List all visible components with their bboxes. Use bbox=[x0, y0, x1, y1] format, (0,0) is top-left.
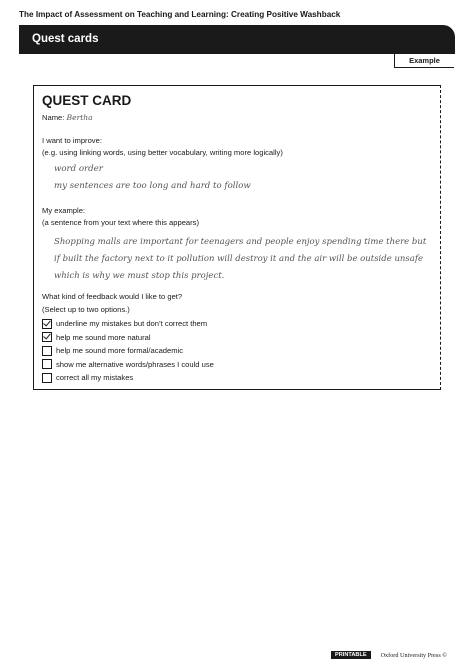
feedback-option-label: help me sound more natural bbox=[56, 332, 151, 342]
improve-label: I want to improve: bbox=[42, 136, 102, 145]
card-title: QUEST CARD bbox=[42, 93, 132, 108]
checkbox[interactable] bbox=[42, 346, 52, 356]
feedback-option[interactable] bbox=[42, 359, 214, 370]
name-label: Name: bbox=[42, 113, 65, 122]
name-value: Bertha bbox=[66, 113, 93, 122]
page-footer bbox=[331, 651, 447, 659]
feedback-option-label: show me alternative words/phrases I could use bbox=[56, 359, 214, 369]
feedback-option[interactable] bbox=[42, 372, 133, 383]
printable-badge: PRINTABLE bbox=[331, 651, 371, 659]
publisher-credit: Oxford University Press © bbox=[380, 651, 447, 659]
feedback-option[interactable] bbox=[42, 318, 207, 329]
example-label: My example: bbox=[42, 206, 86, 215]
checkbox[interactable] bbox=[42, 359, 52, 369]
section-header-bar bbox=[19, 25, 455, 54]
feedback-label: What kind of feedback would I like to get? bbox=[42, 292, 183, 301]
improve-item: word order bbox=[54, 164, 103, 174]
example-sentence: Shopping malls are important for teenagers and people enjoy spending time there but if built the factory next to it pollution will destroy it and the air will be outside unsafe which is why we must stop this project. bbox=[54, 237, 427, 281]
feedback-option-label: underline my mistakes but don’t correct them bbox=[56, 319, 208, 328]
feedback-option[interactable] bbox=[42, 332, 151, 343]
example-tab: Example bbox=[394, 54, 454, 68]
name-line bbox=[42, 113, 93, 122]
section-title: Quest cards bbox=[32, 33, 99, 45]
quest-card bbox=[33, 85, 441, 390]
feedback-option-label: correct all my mistakes bbox=[56, 373, 134, 382]
feedback-option-label: help me sound more formal/academic bbox=[56, 346, 184, 355]
running-title: The Impact of Assessment on Teaching and Learning: Creating Positive Washback bbox=[19, 10, 341, 19]
feedback-hint: (Select up to two options.) bbox=[42, 305, 130, 314]
checkbox[interactable] bbox=[42, 373, 52, 383]
improve-hint: (e.g. using linking words, using better vocabulary, writing more logically) bbox=[42, 148, 283, 157]
checkbox[interactable] bbox=[42, 332, 52, 342]
improve-item: my sentences are too long and hard to follow bbox=[54, 181, 251, 191]
feedback-option[interactable] bbox=[42, 345, 183, 356]
example-hint: (a sentence from your text where this appears) bbox=[42, 218, 200, 227]
checkbox[interactable] bbox=[42, 319, 52, 329]
